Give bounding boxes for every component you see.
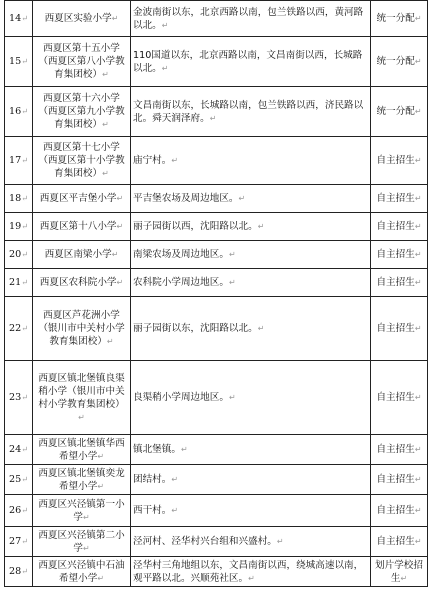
row-number-text: 14: [9, 13, 22, 24]
paragraph-mark-icon: ↵: [102, 169, 109, 178]
enrollment-method: [371, 1, 428, 37]
row-number-text: 24: [9, 444, 22, 455]
paragraph-mark-icon: ↵: [414, 156, 422, 165]
paragraph-mark-icon: ↵: [97, 451, 105, 461]
school-name-text: 西夏区镇北堡镇华西希望小学: [38, 437, 125, 462]
paragraph-mark-icon: ↵: [21, 156, 28, 165]
school-name: [33, 465, 131, 495]
enrollment-method-text: 划片学校招生: [375, 559, 423, 584]
school-name: [33, 241, 131, 269]
row-number: [5, 495, 33, 527]
paragraph-mark-icon: ↵: [97, 573, 105, 583]
row-number-text: 28: [9, 566, 22, 577]
row-number: [5, 87, 33, 137]
table-row: [5, 137, 428, 185]
enrollment-area: [131, 185, 371, 213]
enrollment-method: [371, 87, 428, 137]
school-name-text: 西夏区第十八小学: [39, 221, 117, 232]
row-number: [5, 137, 33, 185]
paragraph-mark-icon: ↵: [238, 194, 246, 203]
paragraph-mark-icon: ↵: [116, 222, 124, 231]
school-name-text: 西夏区南梁小学: [44, 249, 112, 260]
paragraph-mark-icon: ↵: [414, 506, 422, 515]
paragraph-mark-icon: ↵: [171, 475, 179, 484]
paragraph-mark-icon: ↵: [111, 14, 119, 23]
row-number: [5, 527, 33, 557]
school-name-text: 西夏区实验小学: [44, 13, 112, 24]
table-row: [5, 297, 428, 361]
enrollment-area-text: 南梁农场及周边地区。: [133, 249, 229, 260]
paragraph-mark-icon: ↵: [257, 324, 265, 333]
school-name: [33, 495, 131, 527]
enrollment-area: [131, 37, 371, 87]
table-row: [5, 1, 428, 37]
row-number-text: 27: [9, 536, 22, 547]
paragraph-mark-icon: ↵: [106, 337, 114, 346]
school-name-text: 西夏区兴泾镇中石油希望小学: [38, 559, 125, 584]
enrollment-method: [371, 241, 428, 269]
paragraph-mark-icon: ↵: [116, 194, 124, 203]
paragraph-mark-icon: ↵: [228, 393, 236, 402]
enrollment-method: [371, 185, 428, 213]
enrollment-area: [131, 465, 371, 495]
school-name-text: 西夏区镇北堡镇良渠稍小学（银川市中关村小学教育集团校）: [38, 372, 125, 410]
paragraph-mark-icon: ↵: [21, 475, 28, 484]
row-number-text: 18: [9, 193, 22, 204]
row-number: [5, 213, 33, 241]
row-number: [5, 269, 33, 297]
enrollment-method-text: 自主招生: [376, 155, 415, 166]
table-row: [5, 37, 428, 87]
paragraph-mark-icon: ↵: [414, 475, 422, 484]
paragraph-mark-icon: ↵: [414, 107, 422, 116]
paragraph-mark-icon: ↵: [116, 278, 124, 287]
paragraph-mark-icon: ↵: [161, 63, 169, 73]
paragraph-mark-icon: ↵: [102, 70, 109, 79]
table-row: [5, 185, 428, 213]
school-name: [33, 137, 131, 185]
school-name: [33, 269, 131, 297]
paragraph-mark-icon: ↵: [414, 537, 422, 546]
enrollment-method-text: 统一分配: [376, 56, 415, 67]
enrollment-method: [371, 213, 428, 241]
paragraph-mark-icon: ↵: [228, 250, 236, 259]
row-number-text: 21: [9, 277, 22, 288]
paragraph-mark-icon: ↵: [82, 512, 90, 522]
school-name: [33, 361, 131, 435]
enrollment-method-text: 自主招生: [376, 277, 415, 288]
table-row: [5, 241, 428, 269]
table-row: [5, 213, 428, 241]
enrollment-area-text: 平吉堡农场及周边地区。: [133, 193, 239, 204]
row-number: [5, 37, 33, 87]
enrollment-area: [131, 87, 371, 137]
school-name-text: 西夏区第十六小学（西夏区第九小学教育集团校）: [38, 93, 125, 130]
paragraph-mark-icon: ↵: [414, 250, 422, 259]
table-row: [5, 361, 428, 435]
paragraph-mark-icon: ↵: [21, 506, 28, 515]
table-row: [5, 269, 428, 297]
enrollment-method-text: 自主招生: [376, 536, 415, 547]
enrollment-method-text: 自主招生: [376, 249, 415, 260]
paragraph-mark-icon: ↵: [21, 445, 28, 454]
paragraph-mark-icon: ↵: [276, 537, 284, 546]
school-name: [33, 1, 131, 37]
school-name: [33, 87, 131, 137]
table-body: [5, 1, 428, 587]
paragraph-mark-icon: ↵: [82, 543, 90, 553]
school-name: [33, 213, 131, 241]
enrollment-method-text: 自主招生: [376, 392, 415, 403]
paragraph-mark-icon: ↵: [414, 14, 422, 23]
enrollment-area-text: 泾河村、泾华村兴台组和兴盛村。: [133, 536, 277, 547]
enrollment-area-text: 团结村。: [133, 474, 172, 485]
enrollment-method-text: 统一分配: [376, 13, 415, 24]
school-name-text: 西夏区镇北堡镇奕龙希望小学: [38, 467, 125, 492]
enrollment-method-text: 自主招生: [376, 323, 415, 334]
enrollment-area: [131, 495, 371, 527]
paragraph-mark-icon: ↵: [21, 278, 28, 287]
enrollment-area-text: 良渠稍小学周边地区。: [133, 392, 229, 403]
enrollment-area-text: 镇北堡镇。: [133, 444, 181, 455]
paragraph-mark-icon: ↵: [21, 537, 28, 546]
paragraph-mark-icon: ↵: [414, 324, 422, 333]
paragraph-mark-icon: ↵: [21, 250, 28, 259]
paragraph-mark-icon: ↵: [414, 278, 422, 287]
school-name: [33, 557, 131, 587]
paragraph-mark-icon: ↵: [414, 194, 422, 203]
enrollment-area: [131, 435, 371, 465]
paragraph-mark-icon: ↵: [21, 324, 28, 333]
enrollment-area-text: 泾华村三角地组以东，文昌南街以西，绕城高速以南，观平路以北。兴顺苑社区。: [133, 559, 364, 584]
enrollment-table: [4, 0, 428, 587]
paragraph-mark-icon: ↵: [400, 573, 408, 583]
paragraph-mark-icon: ↵: [21, 194, 28, 203]
enrollment-area: [131, 527, 371, 557]
enrollment-area: [131, 557, 371, 587]
paragraph-mark-icon: ↵: [228, 278, 236, 287]
school-name: [33, 185, 131, 213]
paragraph-mark-icon: ↵: [414, 445, 422, 454]
paragraph-mark-icon: ↵: [414, 222, 422, 231]
enrollment-method-text: 自主招生: [376, 193, 415, 204]
row-number-text: 17: [9, 155, 22, 166]
row-number-text: 16: [9, 106, 22, 117]
enrollment-method: [371, 557, 428, 587]
enrollment-area-text: 金波南街以东，北京西路以南，包兰铁路以西，黄河路以北。: [133, 6, 364, 31]
school-name-text: 西夏区农科院小学: [39, 277, 117, 288]
paragraph-mark-icon: ↵: [78, 412, 85, 422]
table-row: [5, 495, 428, 527]
row-number: [5, 297, 33, 361]
paragraph-mark-icon: ↵: [257, 222, 265, 231]
enrollment-area-text: 文昌南街以东，长城路以南，包兰铁路以西，济民路以北。舜天润泽府。: [133, 99, 364, 124]
enrollment-method: [371, 495, 428, 527]
enrollment-method: [371, 435, 428, 465]
paragraph-mark-icon: ↵: [111, 250, 119, 259]
row-number: [5, 1, 33, 37]
paragraph-mark-icon: ↵: [21, 14, 28, 23]
row-number-text: 20: [9, 249, 22, 260]
school-name-text: 西夏区兴泾镇第一小学: [38, 498, 125, 523]
enrollment-method-text: 自主招生: [376, 444, 415, 455]
enrollment-method-text: 自主招生: [376, 505, 415, 516]
table-row: [5, 557, 428, 587]
school-name: [33, 435, 131, 465]
school-name-text: 西夏区平吉堡小学: [39, 193, 117, 204]
enrollment-area-text: 丽子园街以西，沈阳路以北。: [133, 221, 258, 232]
paragraph-mark-icon: ↵: [161, 20, 169, 30]
school-name-text: 西夏区第十七小学（西夏区第十小学教育集团校）: [38, 142, 125, 179]
paragraph-mark-icon: ↵: [21, 107, 28, 116]
enrollment-area: [131, 137, 371, 185]
enrollment-method-text: 统一分配: [376, 106, 415, 117]
school-name-text: 西夏区兴泾镇第二小学: [38, 529, 125, 554]
table-row: [5, 87, 428, 137]
row-number: [5, 465, 33, 495]
school-name-text: 西夏区第十五小学（西夏区第八小学教育集团校）: [38, 43, 125, 80]
enrollment-method: [371, 527, 428, 557]
paragraph-mark-icon: ↵: [248, 573, 255, 583]
row-number: [5, 241, 33, 269]
paragraph-mark-icon: ↵: [21, 222, 28, 231]
paragraph-mark-icon: ↵: [21, 57, 28, 66]
enrollment-area-text: 丽子园街以东，沈阳路以北。: [133, 323, 258, 334]
enrollment-area: [131, 297, 371, 361]
paragraph-mark-icon: ↵: [209, 113, 217, 123]
school-name-text: 西夏区芦花洲小学（银川市中关村小学教育集团校）: [38, 310, 125, 347]
paragraph-mark-icon: ↵: [21, 393, 28, 402]
table-row: [5, 465, 428, 495]
enrollment-method: [371, 269, 428, 297]
row-number-text: 25: [9, 474, 22, 485]
enrollment-method-text: 自主招生: [376, 221, 415, 232]
paragraph-mark-icon: ↵: [21, 567, 28, 576]
row-number: [5, 185, 33, 213]
enrollment-method: [371, 297, 428, 361]
row-number: [5, 557, 33, 587]
enrollment-method: [371, 361, 428, 435]
paragraph-mark-icon: ↵: [180, 445, 188, 454]
enrollment-area-text: 西干村。: [133, 505, 172, 516]
paragraph-mark-icon: ↵: [171, 506, 179, 515]
enrollment-method: [371, 37, 428, 87]
enrollment-area: [131, 361, 371, 435]
paragraph-mark-icon: ↵: [414, 393, 422, 402]
enrollment-method-text: 自主招生: [376, 474, 415, 485]
school-name: [33, 527, 131, 557]
school-name: [33, 297, 131, 361]
row-number-text: 26: [9, 505, 22, 516]
table-row: [5, 527, 428, 557]
paragraph-mark-icon: ↵: [171, 156, 179, 165]
paragraph-mark-icon: ↵: [414, 57, 422, 66]
enrollment-area: [131, 213, 371, 241]
row-number: [5, 361, 33, 435]
enrollment-area-text: 农科院小学周边地区。: [133, 277, 229, 288]
paragraph-mark-icon: ↵: [97, 481, 105, 491]
enrollment-method: [371, 137, 428, 185]
paragraph-mark-icon: ↵: [102, 120, 109, 129]
row-number-text: 23: [9, 392, 22, 403]
enrollment-area-text: 110国道以东，北京西路以南，文昌南街以西，长城路以北。: [133, 49, 363, 74]
enrollment-area: [131, 1, 371, 37]
row-number: [5, 435, 33, 465]
school-name: [33, 37, 131, 87]
enrollment-area: [131, 241, 371, 269]
row-number-text: 22: [9, 323, 22, 334]
enrollment-method: [371, 465, 428, 495]
table-row: [5, 435, 428, 465]
row-number-text: 19: [9, 221, 22, 232]
enrollment-area-text: 庙宁村。: [133, 155, 172, 166]
row-number-text: 15: [9, 56, 22, 67]
enrollment-area: [131, 269, 371, 297]
